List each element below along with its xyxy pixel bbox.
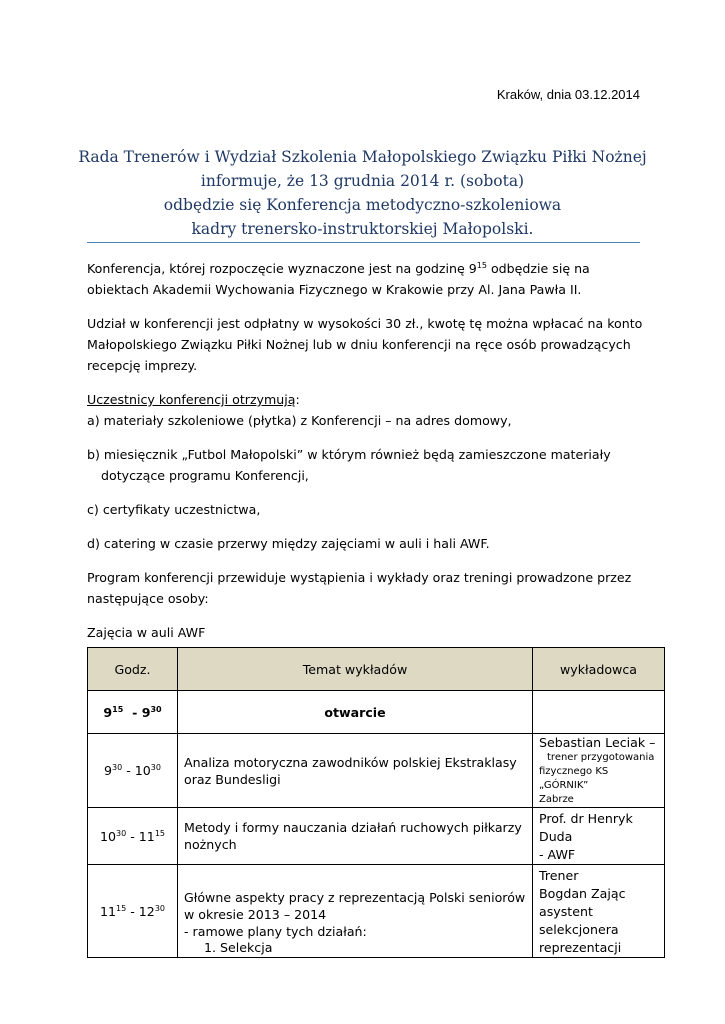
paragraph-venue: Konferencja, której rozpoczęcie wyznaczone jest na godzinę $9^{15}$ odbędzie się na obiektach Akademii Wychowania Fizycznego w Krakowie przy Al. Jana Pawła II. — [87, 260, 590, 297]
document-date: Kraków, dnia 03.12.2014 — [496, 87, 640, 102]
section-title: Zajęcia w auli AWF — [87, 625, 206, 640]
table-row — [88, 691, 665, 734]
row-time: $9^{15} - 9^{30}$ — [88, 691, 178, 734]
row-topic: Analiza motoryczna zawodników polskiej Ekstraklasy oraz Bundesligi — [178, 734, 533, 808]
table-header-row — [88, 648, 665, 691]
row-lecturer — [533, 691, 665, 734]
row-topic: otwarcie — [178, 691, 533, 734]
row-lecturer: Sebastian Leciak – trener przygotowania fizycznego KS „GÓRNIK” Zabrze — [533, 734, 665, 808]
row-time: $9^{30} - 10^{30}$ — [88, 734, 178, 808]
row-topic: Główne aspekty pracy z reprezentacją Polski seniorów w okresie 2013 – 2014 - ramowe plany tych działań: 1. Selekcja — [178, 865, 533, 958]
schedule-table — [87, 647, 665, 958]
header-time: Godz. — [88, 648, 178, 691]
table-row — [88, 734, 665, 808]
row-lecturer: Prof. dr Henryk Duda - AWF — [533, 808, 665, 865]
heading-divider — [87, 242, 640, 243]
heading-line-2: informuje, że 13 grudnia 2014 r. (sobota) — [200, 172, 525, 190]
header-lecturer: wykładowca — [533, 648, 665, 691]
participants-item-b: b) miesięcznik „Futbol Małopolski” w którym również będą zamieszczone materiały dotyczące programu Konferencji, — [87, 447, 611, 483]
row-time: $11^{15} - 12^{30}$ — [88, 865, 178, 958]
announcement-heading — [60, 145, 665, 241]
row-lecturer: Trener Bogdan Zając asystent selekcjonera reprezentacji — [533, 865, 665, 958]
table-row — [88, 808, 665, 865]
row-topic: Metody i formy nauczania działań ruchowych piłkarzy nożnych — [178, 808, 533, 865]
participants-item-a: a) materiały szkoleniowe (płytka) z Konferencji – na adres domowy, — [87, 413, 512, 428]
heading-line-3: odbędzie się Konferencja metodyczno-szkoleniowa — [163, 196, 562, 214]
selection-list — [184, 940, 526, 955]
paragraph-program: Program konferencji przewiduje wystąpienia i wykłady oraz treningi prowadzone przez następujące osoby: — [87, 570, 632, 606]
heading-line-1: Rada Trenerów i Wydział Szkolenia Małopolskiego Związku Piłki Nożnej — [78, 148, 647, 166]
participants-item-c: c) certyfikaty uczestnictwa, — [87, 502, 261, 517]
participants-item-d: d) catering w czasie przerwy między zajęciami w auli i hali AWF. — [87, 536, 490, 551]
header-topic: Temat wykładów — [178, 648, 533, 691]
document-body — [87, 258, 647, 643]
list-item: 1. Selekcja — [220, 940, 526, 955]
heading-line-4: kadry trenersko-instruktorskiej Małopolski. — [191, 220, 534, 238]
participants-heading: Uczestnicy konferencji otrzymują: — [87, 392, 300, 407]
table-row — [88, 865, 665, 958]
paragraph-fee: Udział w konferencji jest odpłatny w wysokości 30 zł., kwotę tę można wpłacać na konto Małopolskiego Związku Piłki Nożnej lub w dniu konferencji na ręce osób prowadzących recepcję imprezy. — [87, 316, 643, 373]
row-time: $10^{30} - 11^{15}$ — [88, 808, 178, 865]
